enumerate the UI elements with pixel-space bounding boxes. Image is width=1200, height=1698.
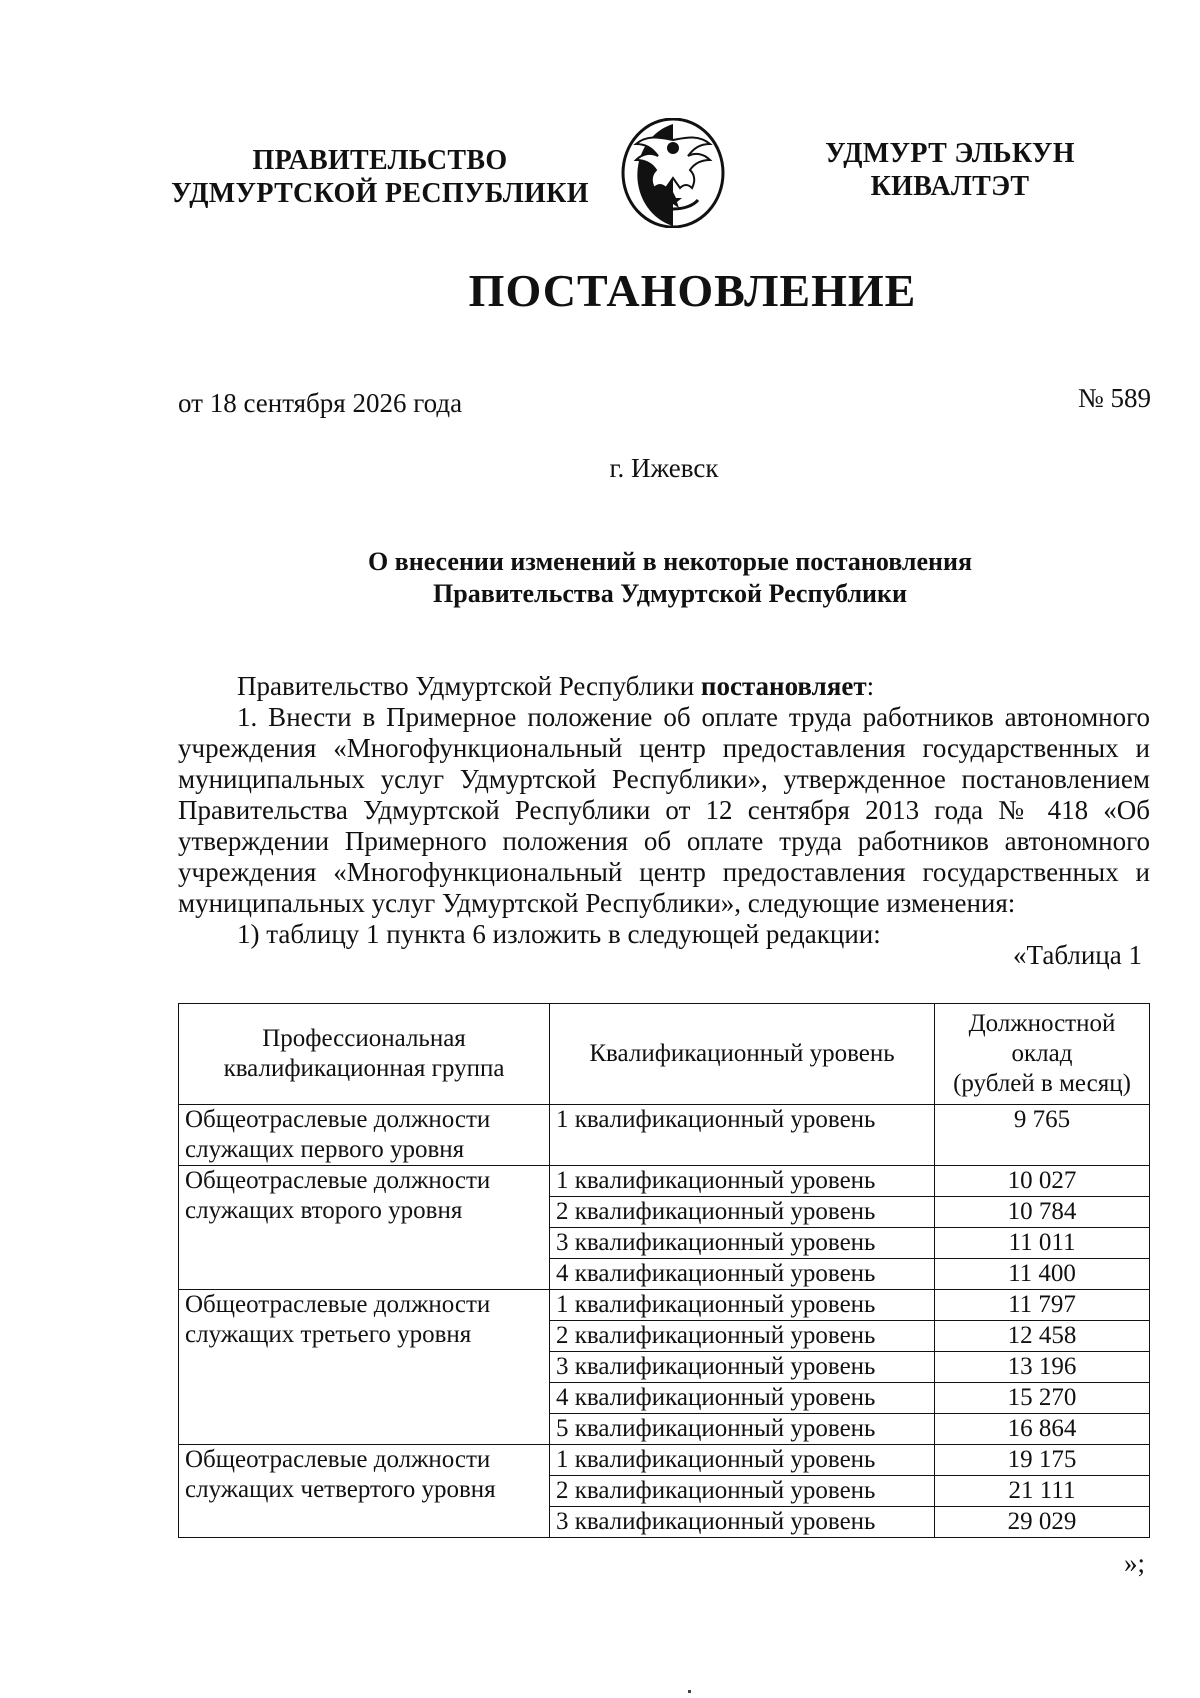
- table-header-row: [179, 1004, 1150, 1105]
- salary-cell: 11 797: [935, 1290, 1150, 1321]
- salary-cell: 11 400: [935, 1259, 1150, 1290]
- salary-cell: 15 270: [935, 1383, 1150, 1414]
- level-cell: 3 квалификационный уровень: [550, 1352, 935, 1383]
- salary-cell: 10 027: [935, 1166, 1150, 1197]
- group-name-cell: Общеотраслевые должности служащих третьего уровня: [179, 1290, 550, 1445]
- page-mark: [688, 1690, 691, 1693]
- government-name-udmurt-line1: УДМУРТ ЭЛЬКУН: [825, 138, 1075, 169]
- salary-cell: 21 111: [935, 1476, 1150, 1507]
- level-cell: 4 квалификационный уровень: [550, 1383, 935, 1414]
- salary-cell: 11 011: [935, 1228, 1150, 1259]
- document-subject: [250, 546, 1090, 610]
- group-name-cell: Общеотраслевые должности служащих четвертого уровня: [179, 1445, 550, 1538]
- header-salary-line2: оклад: [1011, 1040, 1073, 1067]
- group-name-cell: Общеотраслевые должности служащих второго уровня: [179, 1166, 550, 1290]
- salary-table-body: [179, 1105, 1150, 1538]
- salary-cell: 16 864: [935, 1414, 1150, 1445]
- level-cell: 1 квалификационный уровень: [550, 1290, 935, 1321]
- item-1: 1) таблицу 1 пункта 6 изложить в следующей редакции:: [237, 919, 881, 949]
- udmurt-coat-of-arms-icon: [618, 118, 728, 228]
- salary-cell: 10 784: [935, 1197, 1150, 1228]
- table-row: [179, 1290, 1150, 1321]
- government-name-line1: ПРАВИТЕЛЬСТВО: [252, 145, 508, 176]
- salary-cell: 9 765: [935, 1105, 1150, 1166]
- salary-cell: 29 029: [935, 1507, 1150, 1538]
- group-name-cell: Общеотраслевые должности служащих первого уровня: [179, 1105, 550, 1166]
- header-salary: [935, 1004, 1150, 1105]
- table-row: [179, 1105, 1150, 1166]
- table-row: [179, 1166, 1150, 1197]
- salary-cell: 19 175: [935, 1445, 1150, 1476]
- header-group: Профессиональная квалификационная группа: [179, 1004, 550, 1105]
- level-cell: 1 квалификационный уровень: [550, 1105, 935, 1166]
- table-caption: «Таблица 1: [1013, 940, 1142, 970]
- paragraph-1: 1. Внести в Примерное положение об оплате труда работников автономного учреждения «Многофункциональный центр предоставления государственных и муниципальных услуг Удмуртской Республики», утвержденное постановлением Правительства Удмуртской Республики от 12 сентября 2013 года № 418 «Об утверждении Примерного положения об оплате труда работников автономного учреждения «Многофункциональный центр предоставления государственных и муниципальных услуг Удмуртской Республики», следующие изменения:: [178, 702, 1150, 918]
- level-cell: 2 квалификационный уровень: [550, 1197, 935, 1228]
- header-salary-line3: (рублей в месяц): [953, 1070, 1131, 1097]
- salary-cell: 12 458: [935, 1321, 1150, 1352]
- header-salary-line1: Должностной: [968, 1010, 1116, 1037]
- document-number: № 589: [1077, 383, 1151, 413]
- level-cell: 3 квалификационный уровень: [550, 1228, 935, 1259]
- government-name-russian: [160, 144, 600, 210]
- closing-quote: »;: [1123, 1548, 1145, 1578]
- level-cell: 4 квалификационный уровень: [550, 1259, 935, 1290]
- subject-line1: О внесении изменений в некоторые постановления: [367, 547, 973, 576]
- government-name-line2: УДМУРТСКОЙ РЕСПУБЛИКИ: [171, 178, 589, 209]
- header-level: Квалификационный уровень: [550, 1004, 935, 1105]
- intro-text: Правительство Удмуртской Республики: [237, 671, 701, 701]
- document-type-title: ПОСТАНОВЛЕНИЕ: [468, 265, 917, 316]
- table-row: [179, 1445, 1150, 1476]
- level-cell: 5 квалификационный уровень: [550, 1414, 935, 1445]
- document-city: г. Ижевск: [609, 453, 719, 483]
- salary-table: [178, 1003, 1150, 1538]
- intro-colon: :: [866, 671, 875, 701]
- level-cell: 2 квалификационный уровень: [550, 1476, 935, 1507]
- level-cell: 1 квалификационный уровень: [550, 1445, 935, 1476]
- government-name-udmurt: [800, 137, 1100, 203]
- salary-cell: 13 196: [935, 1352, 1150, 1383]
- government-name-udmurt-line2: КИВАЛТЭТ: [870, 171, 1030, 202]
- document-date: от 18 сентября 2026 года: [178, 388, 463, 418]
- intro-paragraph: [178, 671, 1150, 702]
- subject-line2: Правительства Удмуртской Республики: [433, 579, 907, 608]
- level-cell: 3 квалификационный уровень: [550, 1507, 935, 1538]
- document-body: [178, 671, 1150, 950]
- level-cell: 1 квалификационный уровень: [550, 1166, 935, 1197]
- level-cell: 2 квалификационный уровень: [550, 1321, 935, 1352]
- intro-bold-text: постановляет: [700, 671, 867, 701]
